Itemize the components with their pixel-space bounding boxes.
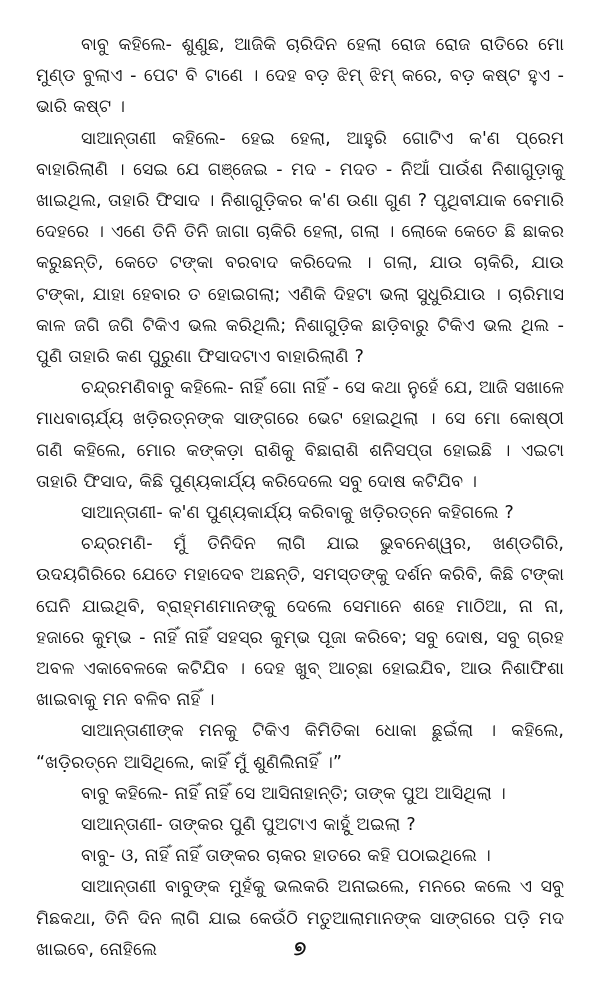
paragraph-4: ସାଆନ୍ତାଣୀ- କ'ଣ ପୁଣ୍ୟକାର୍ଯ୍ୟ କରିବାକୁ ଖଡ଼ିରତ୍ନେ କହିଗଲେ ? [81,503,514,524]
page-number: ୭ [293,936,307,960]
paragraph-6: ସାଆନ୍ତାଣୀଙ୍କ ମନକୁ ଟିକିଏ କିମିତିକା ଧୋକା ଛୁଇଁଲା । କହିଲେ, “ଖଡ଼ିରତ୍ନେ ଆସିଥିଲେ, କାହିଁ ମୁଁ ଶୁଣିଲିନାହିଁ ।” [36,721,564,773]
paragraph-5: ଚନ୍ଦ୍ରମଣି- ମୁଁ ତିନିଦିନ ଲାଗି ଯାଇ ଭୁବନେଶ୍ୱର, ଖଣ୍ଡଗିରି, ଉଦୟଗିରିରେ ଯେତେ ମହାଦେବ ଅଛନ୍ତି, ସମସ୍ତଙ୍କୁ ଦର୍ଶନ କରିବି, କିଛି ଟଙ୍କା ଘେନି ଯାଇଥିବି, ବ୍ରାହ୍ମଣମାନଙ୍କୁ ଦେଲେ ସେମାନେ ଶହେ ମାଠିଆ, ନା ନା, ହଜାରେ କୁମ୍ଭ - ନାହିଁ ନାହିଁ ସହସ୍ର କୁମ୍ଭ ପୂଜା କରିବେ; ସବୁ ଦୋଷ, ସବୁ ଗ୍ରହ ଅବଳ ଏକାବେଳକେ କଟିଯିବ । ଦେହ ଖୁବ୍ ଆଚ୍ଛା ହୋଇଯିବ, ଆଉ ନିଶାଫିଶା ଖାଇବାକୁ ମନ ବଳିବ ନାହିଁ । [36,534,564,711]
paragraph-8: ସାଆନ୍ତାଣୀ- ତାଙ୍କର ପୁଣି ପୁଅଟାଏ କାହୁଁ ଅଇଲା ? [81,815,416,836]
paragraph-7: ବାବୁ କହିଲେ- ନାହିଁ ନାହିଁ ସେ ଆସିନାହାନ୍ତି; ତାଙ୍କ ପୁଅ ଆସିଥିଲା । [81,783,506,804]
paragraph-10: ସାଆନ୍ତାଣୀ ବାବୁଙ୍କ ମୁହଁକୁ ଭଲକରି ଅନାଇଲେ, ମନରେ କଲେ ଏ ସବୁ ମିଛକଥା, ତିନି ଦିନ ଲାଗି ଯାଇ କେଉଁଠି ମତୁଆଲାମାନଙ୍କ ସାଙ୍ଗରେ ପଡ଼ି ମଦ ଖାଇବେ, ନୋହିଲେ [36,877,564,960]
paragraph-3: ଚନ୍ଦ୍ରମଣିବାବୁ କହିଲେ- ନାହିଁ ଗୋ ନାହିଁ - ସେ କଥା ନୁହେଁ ଯେ, ଆଜି ସଖାଳେ ମାଧବାଚାର୍ଯ୍ୟ ଖଡ଼ିରତ୍ନଙ୍କ ସାଙ୍ଗରେ ଭେଟ ହୋଇଥିଲା । ସେ ମୋ କୋଷ୍ଠୀ ଗଣି କହିଲେ, ମୋର କଙ୍କଡ଼ା ରାଶିକୁ ବିଛାରାଶି ଶନିସପ୍ତା ହୋଇଛି । ଏଇଟା ତାହାରି ଫିସାଦ, କିଛି ପୁଣ୍ୟକାର୍ଯ୍ୟ କରିଦେଲେ ସବୁ ଦୋଷ କଟିଯିବ । [36,378,564,492]
page-text-body [36,30,564,966]
paragraph-2: ସାଆନ୍ତାଣୀ କହିଲେ- ହେଇ ହେଲା, ଆହୁରି ଗୋଟିଏ କ'ଣ ପ୍ରେମ ବାହାରିଲାଣି । ସେଇ ଯେ ଗଞ୍ଜେଇ - ମଦ - ମଦତ - ନିଆଁ ପାଉଁଶ ନିଶାଗୁଡ଼ାକୁ ଖାଇଥିଲ, ତାହାରି ଫିସାଦ । ନିଶାଗୁଡ଼ିକର କ'ଣ ଉଣା ଗୁଣ ? ପୃଥିବୀଯାକ ବେମାରି ଦେହରେ । ଏଣେ ତିନି ତିନି ଜାଗା ଚାକିରି ହେଲା, ଗଲା । ଲୋକେ କେତେ ଛି ଛାକର କରୁଛନ୍ତି, କେତେ ଟଙ୍କା ବରବାଦ କରିଦେଲ । ଗଲା, ଯାଉ ଚାକିରି, ଯାଉ ଟଙ୍କା, ଯାହା ହେବାର ତ ହୋଇଗଲା; ଏଣିକି ଦିହଟା ଭଲା ସୁଧୁରିଯାଉ । ଚାରିମାସ କାଳ ଜଗି ଜଗି ଟିକିଏ ଭଲ କରିଥିଲି; ନିଶାଗୁଡ଼ିକ ଛାଡ଼ିବାରୁ ଟିକିଏ ଭଲ ଥିଲ - ପୁଣି ତାହାରି କଣ ପୁରୁଣା ଫିସାଦଟାଏ ବାହାରିଲାଣି ? [36,128,564,368]
paragraph-1: ବାବୁ କହିଲେ- ଶୁଣୁଛ, ଆଜିକି ଚାରିଦିନ ହେଲା ରୋଜ ରୋଜ ରାତିରେ ମୋ ମୁଣ୍ଡ ବୁଲାଏ - ପେଟ ବି ଟାଣେ । ଦେହ ବଡ଼ ଝିମ୍ ଝିମ୍ କରେ, ବଡ଼ କଷ୍ଟ ହୁଏ - ଭାରି କଷ୍ଟ । [36,35,564,118]
paragraph-9: ବାବୁ- ଓ, ନାହିଁ ନାହିଁ ତାଙ୍କର ଚାକର ହାତରେ କହି ପଠାଇଥିଲେ । [81,846,491,867]
